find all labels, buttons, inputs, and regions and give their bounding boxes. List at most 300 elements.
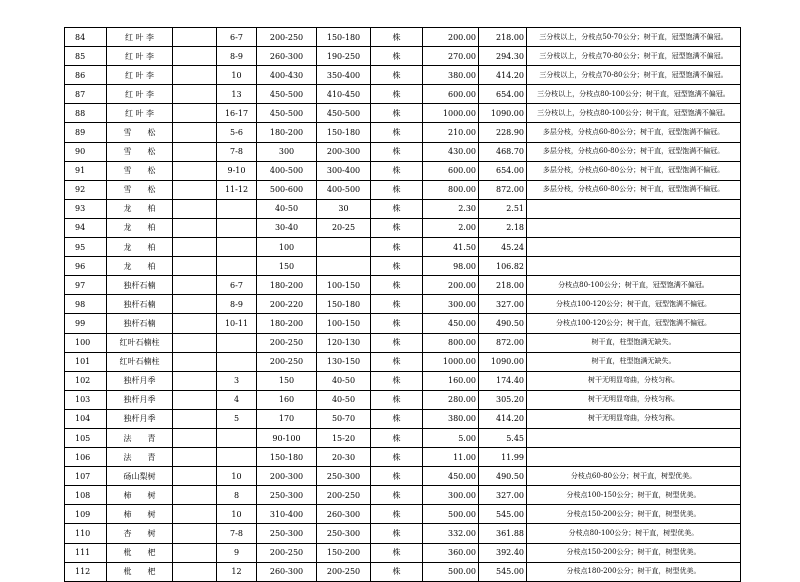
cell-total-price: 490.50 [479,314,527,333]
cell-blank [173,257,217,276]
cell-number: 100 [65,333,107,352]
cell-total-price: 2.18 [479,218,527,237]
cell-number: 87 [65,85,107,104]
cell-blank [173,371,217,390]
cell-plant-name: 独杆月季 [107,409,173,428]
cell-size-b: 400-500 [257,161,317,180]
cell-size-b: 200-250 [257,352,317,371]
table-row [65,85,741,104]
cell-unit: 株 [371,409,423,428]
cell-total-price: 218.00 [479,28,527,47]
cell-size-c: 130-150 [317,352,371,371]
table-row [65,276,741,295]
cell-total-price: 872.00 [479,180,527,199]
cell-number: 105 [65,428,107,447]
cell-plant-name: 独杆月季 [107,390,173,409]
cell-unit: 株 [371,524,423,543]
cell-plant-name: 雪 松 [107,123,173,142]
cell-unit-price: 280.00 [423,390,479,409]
table-row [65,467,741,486]
cell-size-b: 40-50 [257,199,317,218]
cell-blank [173,28,217,47]
table-row [65,257,741,276]
cell-unit-price: 300.00 [423,295,479,314]
cell-size-b: 200-300 [257,467,317,486]
cell-total-price: 414.20 [479,409,527,428]
cell-total-price: 361.88 [479,524,527,543]
cell-number: 90 [65,142,107,161]
cell-blank [173,180,217,199]
cell-total-price: 1090.00 [479,352,527,371]
cell-size-b: 200-250 [257,333,317,352]
cell-blank [173,486,217,505]
cell-size-a: 11-12 [217,180,257,199]
cell-size-a: 8 [217,486,257,505]
cell-size-c: 350-400 [317,66,371,85]
cell-remark: 三分枝以上，分枝点70-80公分；树干直，冠型饱满不偏冠。 [527,47,741,66]
cell-size-a: 10 [217,467,257,486]
cell-blank [173,104,217,123]
cell-size-c: 40-50 [317,390,371,409]
table-row [65,390,741,409]
cell-number: 110 [65,524,107,543]
cell-total-price: 468.70 [479,142,527,161]
table-row [65,428,741,447]
cell-size-a: 6-7 [217,28,257,47]
cell-size-b: 170 [257,409,317,428]
cell-blank [173,66,217,85]
cell-size-b: 500-600 [257,180,317,199]
cell-unit: 株 [371,104,423,123]
cell-remark: 分枝点180-200公分；树干直，树型优美。 [527,562,741,581]
cell-blank [173,123,217,142]
cell-size-b: 300 [257,142,317,161]
cell-size-c: 260-300 [317,505,371,524]
cell-size-c: 30 [317,199,371,218]
cell-plant-name: 柿 树 [107,505,173,524]
cell-size-b: 180-200 [257,123,317,142]
cell-plant-name: 红 叶 李 [107,104,173,123]
cell-plant-name: 独杆月季 [107,371,173,390]
cell-size-c: 450-500 [317,104,371,123]
cell-remark: 分枝点60-80公分；树干直，树型优美。 [527,467,741,486]
cell-remark: 多层分枝，分枝点60-80公分；树干直，冠型饱满不偏冠。 [527,123,741,142]
cell-number: 104 [65,409,107,428]
cell-size-c: 200-250 [317,486,371,505]
table-row [65,199,741,218]
cell-size-c: 150-200 [317,543,371,562]
cell-remark [527,448,741,467]
cell-total-price: 2.51 [479,199,527,218]
cell-blank [173,314,217,333]
cell-blank [173,47,217,66]
cell-unit-price: 210.00 [423,123,479,142]
cell-plant-name: 红叶石楠柱 [107,352,173,371]
cell-blank [173,352,217,371]
cell-number: 84 [65,28,107,47]
cell-remark [527,218,741,237]
cell-total-price: 294.30 [479,47,527,66]
cell-plant-name: 法 青 [107,448,173,467]
cell-unit-price: 380.00 [423,66,479,85]
cell-plant-name: 独杆石楠 [107,276,173,295]
cell-unit-price: 41.50 [423,238,479,257]
cell-number: 111 [65,543,107,562]
cell-size-b: 200-250 [257,543,317,562]
table-row [65,543,741,562]
cell-size-b: 100 [257,238,317,257]
cell-size-b: 310-400 [257,505,317,524]
cell-unit: 株 [371,352,423,371]
cell-number: 112 [65,562,107,581]
cell-size-c: 150-180 [317,295,371,314]
cell-size-c: 300-400 [317,161,371,180]
cell-unit-price: 160.00 [423,371,479,390]
cell-number: 98 [65,295,107,314]
cell-total-price: 228.90 [479,123,527,142]
cell-unit: 株 [371,142,423,161]
cell-size-c: 250-300 [317,467,371,486]
cell-plant-name: 龙 柏 [107,218,173,237]
cell-plant-name: 龙 柏 [107,199,173,218]
cell-total-price: 654.00 [479,85,527,104]
cell-unit: 株 [371,85,423,104]
cell-blank [173,276,217,295]
cell-unit-price: 380.00 [423,409,479,428]
table-row [65,486,741,505]
cell-unit-price: 1000.00 [423,352,479,371]
cell-size-a: 13 [217,85,257,104]
table-row [65,505,741,524]
cell-size-a [217,352,257,371]
cell-remark: 分枝点100-120公分；树干直，冠型饱满不偏冠。 [527,295,741,314]
cell-number: 85 [65,47,107,66]
cell-number: 94 [65,218,107,237]
cell-unit: 株 [371,295,423,314]
table-row [65,448,741,467]
cell-blank [173,295,217,314]
cell-size-c: 150-180 [317,28,371,47]
cell-total-price: 218.00 [479,276,527,295]
cell-remark: 树干无明显弯曲，分枝匀称。 [527,409,741,428]
cell-number: 96 [65,257,107,276]
cell-size-b: 450-500 [257,104,317,123]
cell-plant-name: 红 叶 李 [107,66,173,85]
cell-size-c: 250-300 [317,524,371,543]
cell-number: 97 [65,276,107,295]
table-row [65,409,741,428]
cell-unit: 株 [371,486,423,505]
cell-unit: 株 [371,448,423,467]
cell-size-c: 40-50 [317,371,371,390]
cell-remark: 分枝点100-150公分；树干直，树型优美。 [527,486,741,505]
cell-remark [527,257,741,276]
cell-plant-name: 独杆石楠 [107,295,173,314]
cell-unit-price: 270.00 [423,47,479,66]
cell-size-c: 200-300 [317,142,371,161]
cell-total-price: 545.00 [479,562,527,581]
cell-plant-name: 红 叶 李 [107,28,173,47]
cell-plant-name: 龙 柏 [107,257,173,276]
cell-unit: 株 [371,562,423,581]
cell-remark: 分枝点150-200公分；树干直，树型优美。 [527,505,741,524]
cell-total-price: 872.00 [479,333,527,352]
cell-remark: 分枝点80-100公分；树干直，树型优美。 [527,524,741,543]
cell-blank [173,333,217,352]
cell-size-c: 15-20 [317,428,371,447]
cell-size-b: 200-250 [257,28,317,47]
cell-size-b: 450-500 [257,85,317,104]
table-row [65,161,741,180]
cell-size-c: 190-250 [317,47,371,66]
cell-number: 93 [65,199,107,218]
cell-total-price: 106.82 [479,257,527,276]
cell-total-price: 327.00 [479,486,527,505]
cell-size-a: 6-7 [217,276,257,295]
cell-unit-price: 2.00 [423,218,479,237]
cell-total-price: 327.00 [479,295,527,314]
cell-unit: 株 [371,505,423,524]
table-row [65,333,741,352]
cell-plant-name: 砀山梨树 [107,467,173,486]
cell-size-a [217,218,257,237]
cell-total-price: 305.20 [479,390,527,409]
cell-size-c: 120-130 [317,333,371,352]
cell-size-b: 150-180 [257,448,317,467]
cell-remark: 树干直，柱型饱满无缺失。 [527,333,741,352]
cell-number: 91 [65,161,107,180]
cell-unit-price: 800.00 [423,180,479,199]
cell-unit-price: 360.00 [423,543,479,562]
cell-size-c: 100-150 [317,276,371,295]
cell-number: 89 [65,123,107,142]
cell-remark: 三分枝以上，分枝点70-80公分；树干直，冠型饱满不偏冠。 [527,66,741,85]
table-row [65,238,741,257]
cell-plant-name: 红叶石楠柱 [107,333,173,352]
cell-unit: 株 [371,543,423,562]
cell-number: 86 [65,66,107,85]
cell-remark: 分枝点100-120公分；树干直，冠型饱满不偏冠。 [527,314,741,333]
cell-total-price: 174.40 [479,371,527,390]
cell-size-a: 10 [217,505,257,524]
cell-remark [527,199,741,218]
cell-size-c: 200-250 [317,562,371,581]
cell-size-c [317,257,371,276]
cell-size-c: 400-500 [317,180,371,199]
cell-unit: 株 [371,199,423,218]
cell-size-b: 160 [257,390,317,409]
table-row [65,352,741,371]
cell-blank [173,524,217,543]
cell-remark [527,238,741,257]
cell-size-a: 9-10 [217,161,257,180]
cell-unit: 株 [371,333,423,352]
cell-size-a: 4 [217,390,257,409]
cell-size-a: 10 [217,66,257,85]
cell-total-price: 654.00 [479,161,527,180]
cell-unit: 株 [371,257,423,276]
cell-size-b: 90-100 [257,428,317,447]
cell-size-a: 10-11 [217,314,257,333]
cell-unit-price: 200.00 [423,276,479,295]
cell-plant-name: 独杆石楠 [107,314,173,333]
cell-number: 107 [65,467,107,486]
cell-unit: 株 [371,161,423,180]
cell-size-a: 3 [217,371,257,390]
cell-blank [173,161,217,180]
cell-unit: 株 [371,428,423,447]
cell-total-price: 392.40 [479,543,527,562]
cell-unit-price: 5.00 [423,428,479,447]
table-row [65,47,741,66]
cell-size-a: 12 [217,562,257,581]
cell-blank [173,409,217,428]
cell-plant-name: 雪 松 [107,142,173,161]
cell-total-price: 545.00 [479,505,527,524]
cell-size-a [217,428,257,447]
cell-size-c: 20-25 [317,218,371,237]
cell-number: 99 [65,314,107,333]
cell-unit-price: 450.00 [423,467,479,486]
cell-size-b: 180-200 [257,314,317,333]
cell-total-price: 45.24 [479,238,527,257]
cell-plant-name: 红 叶 李 [107,47,173,66]
cell-plant-name: 枇 杷 [107,543,173,562]
cell-size-b: 260-300 [257,47,317,66]
cell-plant-name: 龙 柏 [107,238,173,257]
cell-total-price: 490.50 [479,467,527,486]
cell-unit: 株 [371,218,423,237]
cell-size-a: 5-6 [217,123,257,142]
cell-remark: 树干无明显弯曲，分枝匀称。 [527,371,741,390]
cell-unit-price: 430.00 [423,142,479,161]
cell-size-a [217,238,257,257]
cell-size-a: 8-9 [217,295,257,314]
cell-number: 109 [65,505,107,524]
cell-remark: 多层分枝，分枝点60-80公分；树干直，冠型饱满不偏冠。 [527,142,741,161]
cell-number: 101 [65,352,107,371]
cell-plant-name: 雪 松 [107,180,173,199]
cell-size-b: 30-40 [257,218,317,237]
cell-size-a [217,257,257,276]
cell-unit-price: 98.00 [423,257,479,276]
cell-remark: 分枝点80-100公分；树干直，冠型饱满不偏冠。 [527,276,741,295]
cell-blank [173,543,217,562]
cell-unit-price: 600.00 [423,85,479,104]
cell-plant-name: 枇 杷 [107,562,173,581]
cell-remark: 多层分枝，分枝点60-80公分；树干直，冠型饱满不偏冠。 [527,180,741,199]
cell-remark: 三分枝以上，分枝点80-100公分；树干直，冠型饱满不偏冠。 [527,104,741,123]
cell-size-b: 150 [257,371,317,390]
cell-size-a [217,199,257,218]
cell-size-a: 16-17 [217,104,257,123]
cell-size-c: 410-450 [317,85,371,104]
cell-size-b: 180-200 [257,276,317,295]
table-row [65,142,741,161]
cell-size-b: 400-430 [257,66,317,85]
cell-unit: 株 [371,66,423,85]
table-row [65,180,741,199]
cell-size-a: 8-9 [217,47,257,66]
cell-blank [173,390,217,409]
table-row [65,123,741,142]
cell-unit-price: 500.00 [423,505,479,524]
cell-number: 92 [65,180,107,199]
cell-unit: 株 [371,47,423,66]
cell-size-c: 100-150 [317,314,371,333]
cell-blank [173,85,217,104]
cell-blank [173,505,217,524]
cell-size-a: 5 [217,409,257,428]
cell-size-b: 200-220 [257,295,317,314]
table-row [65,218,741,237]
cell-size-c: 50-70 [317,409,371,428]
cell-plant-name: 杏 树 [107,524,173,543]
cell-size-c: 150-180 [317,123,371,142]
cell-blank [173,238,217,257]
cell-number: 102 [65,371,107,390]
cell-unit-price: 500.00 [423,562,479,581]
cell-number: 103 [65,390,107,409]
cell-total-price: 5.45 [479,428,527,447]
cell-plant-name: 柿 树 [107,486,173,505]
table-row [65,28,741,47]
cell-plant-name: 雪 松 [107,161,173,180]
cell-size-a [217,448,257,467]
cell-blank [173,218,217,237]
cell-size-a: 9 [217,543,257,562]
cell-unit: 株 [371,371,423,390]
cell-unit-price: 450.00 [423,314,479,333]
cell-size-a: 7-8 [217,524,257,543]
cell-size-b: 150 [257,257,317,276]
cell-unit: 株 [371,180,423,199]
cell-size-b: 250-300 [257,524,317,543]
table-body [65,28,741,582]
cell-size-a [217,333,257,352]
cell-unit-price: 11.00 [423,448,479,467]
cell-remark: 三分枝以上，分枝点50-70公分；树干直，冠型饱满不偏冠。 [527,28,741,47]
cell-unit: 株 [371,28,423,47]
table-row [65,314,741,333]
table-row [65,524,741,543]
cell-unit: 株 [371,123,423,142]
cell-unit: 株 [371,390,423,409]
cell-remark: 多层分枝，分枝点60-80公分；树干直，冠型饱满不偏冠。 [527,161,741,180]
cell-remark: 树干直，柱型饱满无缺失。 [527,352,741,371]
cell-number: 108 [65,486,107,505]
cell-plant-name: 法 青 [107,428,173,447]
cell-remark: 分枝点150-200公分；树干直，树型优美。 [527,543,741,562]
cell-unit: 株 [371,467,423,486]
cell-plant-name: 红 叶 李 [107,85,173,104]
cell-unit: 株 [371,314,423,333]
cell-size-a: 7-8 [217,142,257,161]
cell-blank [173,448,217,467]
cell-size-b: 250-300 [257,486,317,505]
cell-unit-price: 800.00 [423,333,479,352]
table-row [65,371,741,390]
cell-unit-price: 332.00 [423,524,479,543]
cell-remark: 树干无明显弯曲，分枝匀称。 [527,390,741,409]
cell-unit-price: 2.30 [423,199,479,218]
cell-unit: 株 [371,238,423,257]
cell-unit-price: 600.00 [423,161,479,180]
price-table [64,27,741,582]
cell-blank [173,428,217,447]
cell-number: 106 [65,448,107,467]
cell-number: 95 [65,238,107,257]
